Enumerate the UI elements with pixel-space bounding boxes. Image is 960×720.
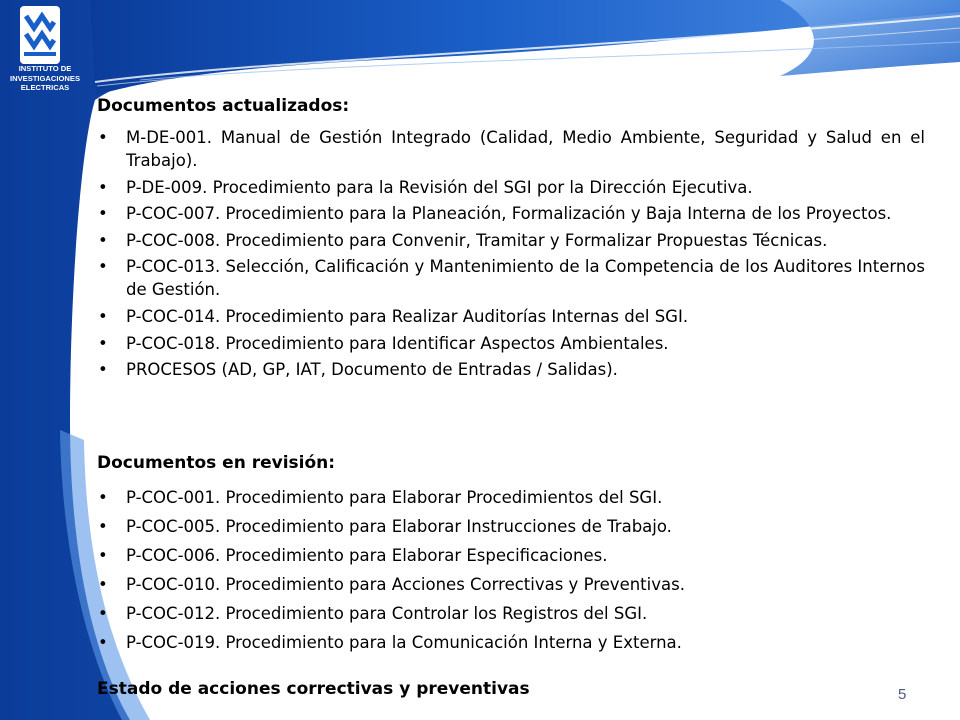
iie-logo-icon — [20, 6, 60, 64]
bullet: • — [98, 575, 108, 594]
logo-line-2: INVESTIGACIONES — [9, 73, 81, 83]
list-item — [97, 176, 925, 199]
list-item-text: P-COC-007. Procedimiento para la Planeación, Formalización y Baja Interna de los Proyectos. — [126, 204, 892, 224]
list-item — [97, 332, 925, 355]
list-item-text: P-COC-010. Procedimiento para Acciones Correctivas y Preventivas. — [126, 575, 685, 594]
bullet: • — [98, 204, 108, 224]
list-item — [97, 255, 925, 301]
list-item-text: P-COC-018. Procedimiento para Identificar Aspectos Ambientales. — [126, 333, 669, 353]
bullet: • — [98, 230, 108, 250]
list-item — [97, 126, 925, 172]
institute-logo — [6, 4, 84, 100]
list-item — [97, 202, 925, 225]
bullet: • — [98, 488, 108, 507]
list-item-text: M-DE-001. Manual de Gestión Integrado (Calidad, Medio Ambiente, Seguridad y Salud en el Trabajo). — [126, 128, 925, 170]
updated-documents-heading: Documentos actualizados: — [97, 96, 350, 116]
list-item-text: PROCESOS (AD, GP, IAT, Documento de Entradas / Salidas). — [126, 360, 618, 380]
list-item — [97, 544, 925, 567]
list-item — [97, 305, 925, 328]
list-item — [97, 573, 925, 596]
list-item — [97, 631, 925, 654]
list-item-text: P-COC-014. Procedimiento para Realizar Auditorías Internas del SGI. — [126, 306, 689, 326]
list-item — [97, 602, 925, 625]
list-item-text: P-COC-019. Procedimiento para la Comunicación Interna y Externa. — [126, 633, 682, 652]
list-item-text: P-COC-012. Procedimiento para Controlar los Registros del SGI. — [126, 604, 648, 623]
list-item-text: P-COC-006. Procedimiento para Elaborar Especificaciones. — [126, 546, 608, 565]
list-item — [97, 486, 925, 509]
corrective-actions-heading: Estado de acciones correctivas y preventivas — [97, 679, 530, 699]
bullet: • — [98, 633, 108, 652]
bullet: • — [98, 306, 108, 326]
bullet: • — [98, 360, 108, 380]
in-review-documents-heading: Documentos en revisión: — [97, 453, 336, 473]
in-review-documents-list — [97, 486, 925, 660]
list-item — [97, 515, 925, 538]
list-item-text: P-COC-005. Procedimiento para Elaborar Instrucciones de Trabajo. — [126, 517, 672, 536]
bullet: • — [98, 333, 108, 353]
list-item-text: P-COC-008. Procedimiento para Convenir, Tramitar y Formalizar Propuestas Técnicas. — [126, 230, 828, 250]
bullet: • — [98, 177, 108, 197]
bullet: • — [98, 128, 108, 147]
bullet: • — [98, 546, 108, 565]
list-item — [97, 358, 925, 381]
logo-line-3: ELECTRICAS — [20, 83, 70, 92]
bullet: • — [98, 517, 108, 536]
list-item-text: P-COC-001. Procedimiento para Elaborar Procedimientos del SGI. — [126, 488, 663, 507]
page-number: 5 — [898, 686, 907, 703]
list-item — [97, 229, 925, 252]
list-item-text: P-DE-009. Procedimiento para la Revisión del SGI por la Dirección Ejecutiva. — [126, 177, 753, 197]
list-item-text: P-COC-013. Selección, Calificación y Mantenimiento de la Competencia de los Auditores Internos de Gestión. — [126, 257, 925, 300]
bullet: • — [98, 257, 108, 277]
updated-documents-list — [97, 126, 925, 385]
bullet: • — [98, 604, 108, 623]
logo-text — [6, 64, 84, 93]
logo-line-1: INSTITUTO DE — [18, 64, 72, 73]
